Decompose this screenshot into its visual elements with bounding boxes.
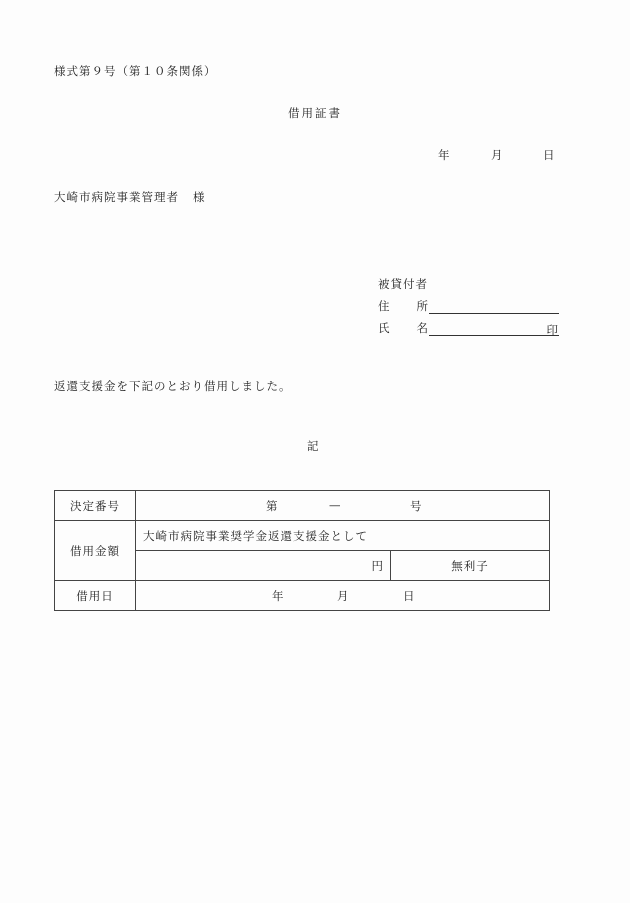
name-line[interactable]	[429, 322, 559, 336]
statement-text: 返還支援金を下記のとおり借用しました。	[54, 379, 292, 393]
date-month-label: 月	[491, 148, 504, 162]
addressee	[54, 189, 206, 205]
addressee-honorific: 様	[193, 190, 206, 204]
borrow-date-label: 借用日	[55, 581, 136, 611]
date-day-label: 日	[543, 148, 556, 162]
go-label: 号	[410, 499, 423, 513]
borrow-date-cell[interactable]	[136, 581, 550, 611]
interest-free-label: 無利子	[391, 551, 550, 581]
name-label-2: 名	[416, 321, 429, 335]
address-label-2: 所	[416, 299, 429, 313]
address-line[interactable]	[429, 300, 559, 314]
decision-number-label: 決定番号	[55, 491, 136, 521]
addressee-name: 大崎市病院事業管理者	[54, 190, 179, 204]
loan-details-table	[54, 490, 550, 611]
yen-label: 円	[371, 558, 384, 573]
borrow-month-label: 月	[337, 589, 350, 603]
dai-label: 第	[266, 499, 279, 513]
table-row	[55, 491, 550, 521]
seal-mark: 印	[546, 323, 559, 337]
document-title: 借用証書	[288, 106, 342, 120]
loan-amount-label: 借用金額	[55, 521, 136, 581]
date-year-label: 年	[438, 148, 451, 162]
borrow-day-label: 日	[403, 589, 416, 603]
borrower-heading: 被貸付者	[378, 277, 428, 291]
number-separator: —	[329, 498, 342, 512]
address-label-1: 住	[378, 299, 391, 313]
borrower-address-row	[378, 298, 559, 314]
name-label-1: 氏	[378, 321, 391, 335]
borrower-name-row	[378, 320, 559, 336]
loan-description: 大崎市病院事業奨学金返還支援金として	[136, 521, 550, 551]
form-number: 様式第９号（第１０条関係）	[54, 64, 217, 78]
amount-cell[interactable]	[136, 551, 391, 581]
ki-heading: 記	[307, 439, 320, 453]
borrow-year-label: 年	[272, 589, 285, 603]
table-row	[55, 581, 550, 611]
table-row	[55, 521, 550, 551]
decision-number-cell[interactable]	[136, 491, 550, 521]
